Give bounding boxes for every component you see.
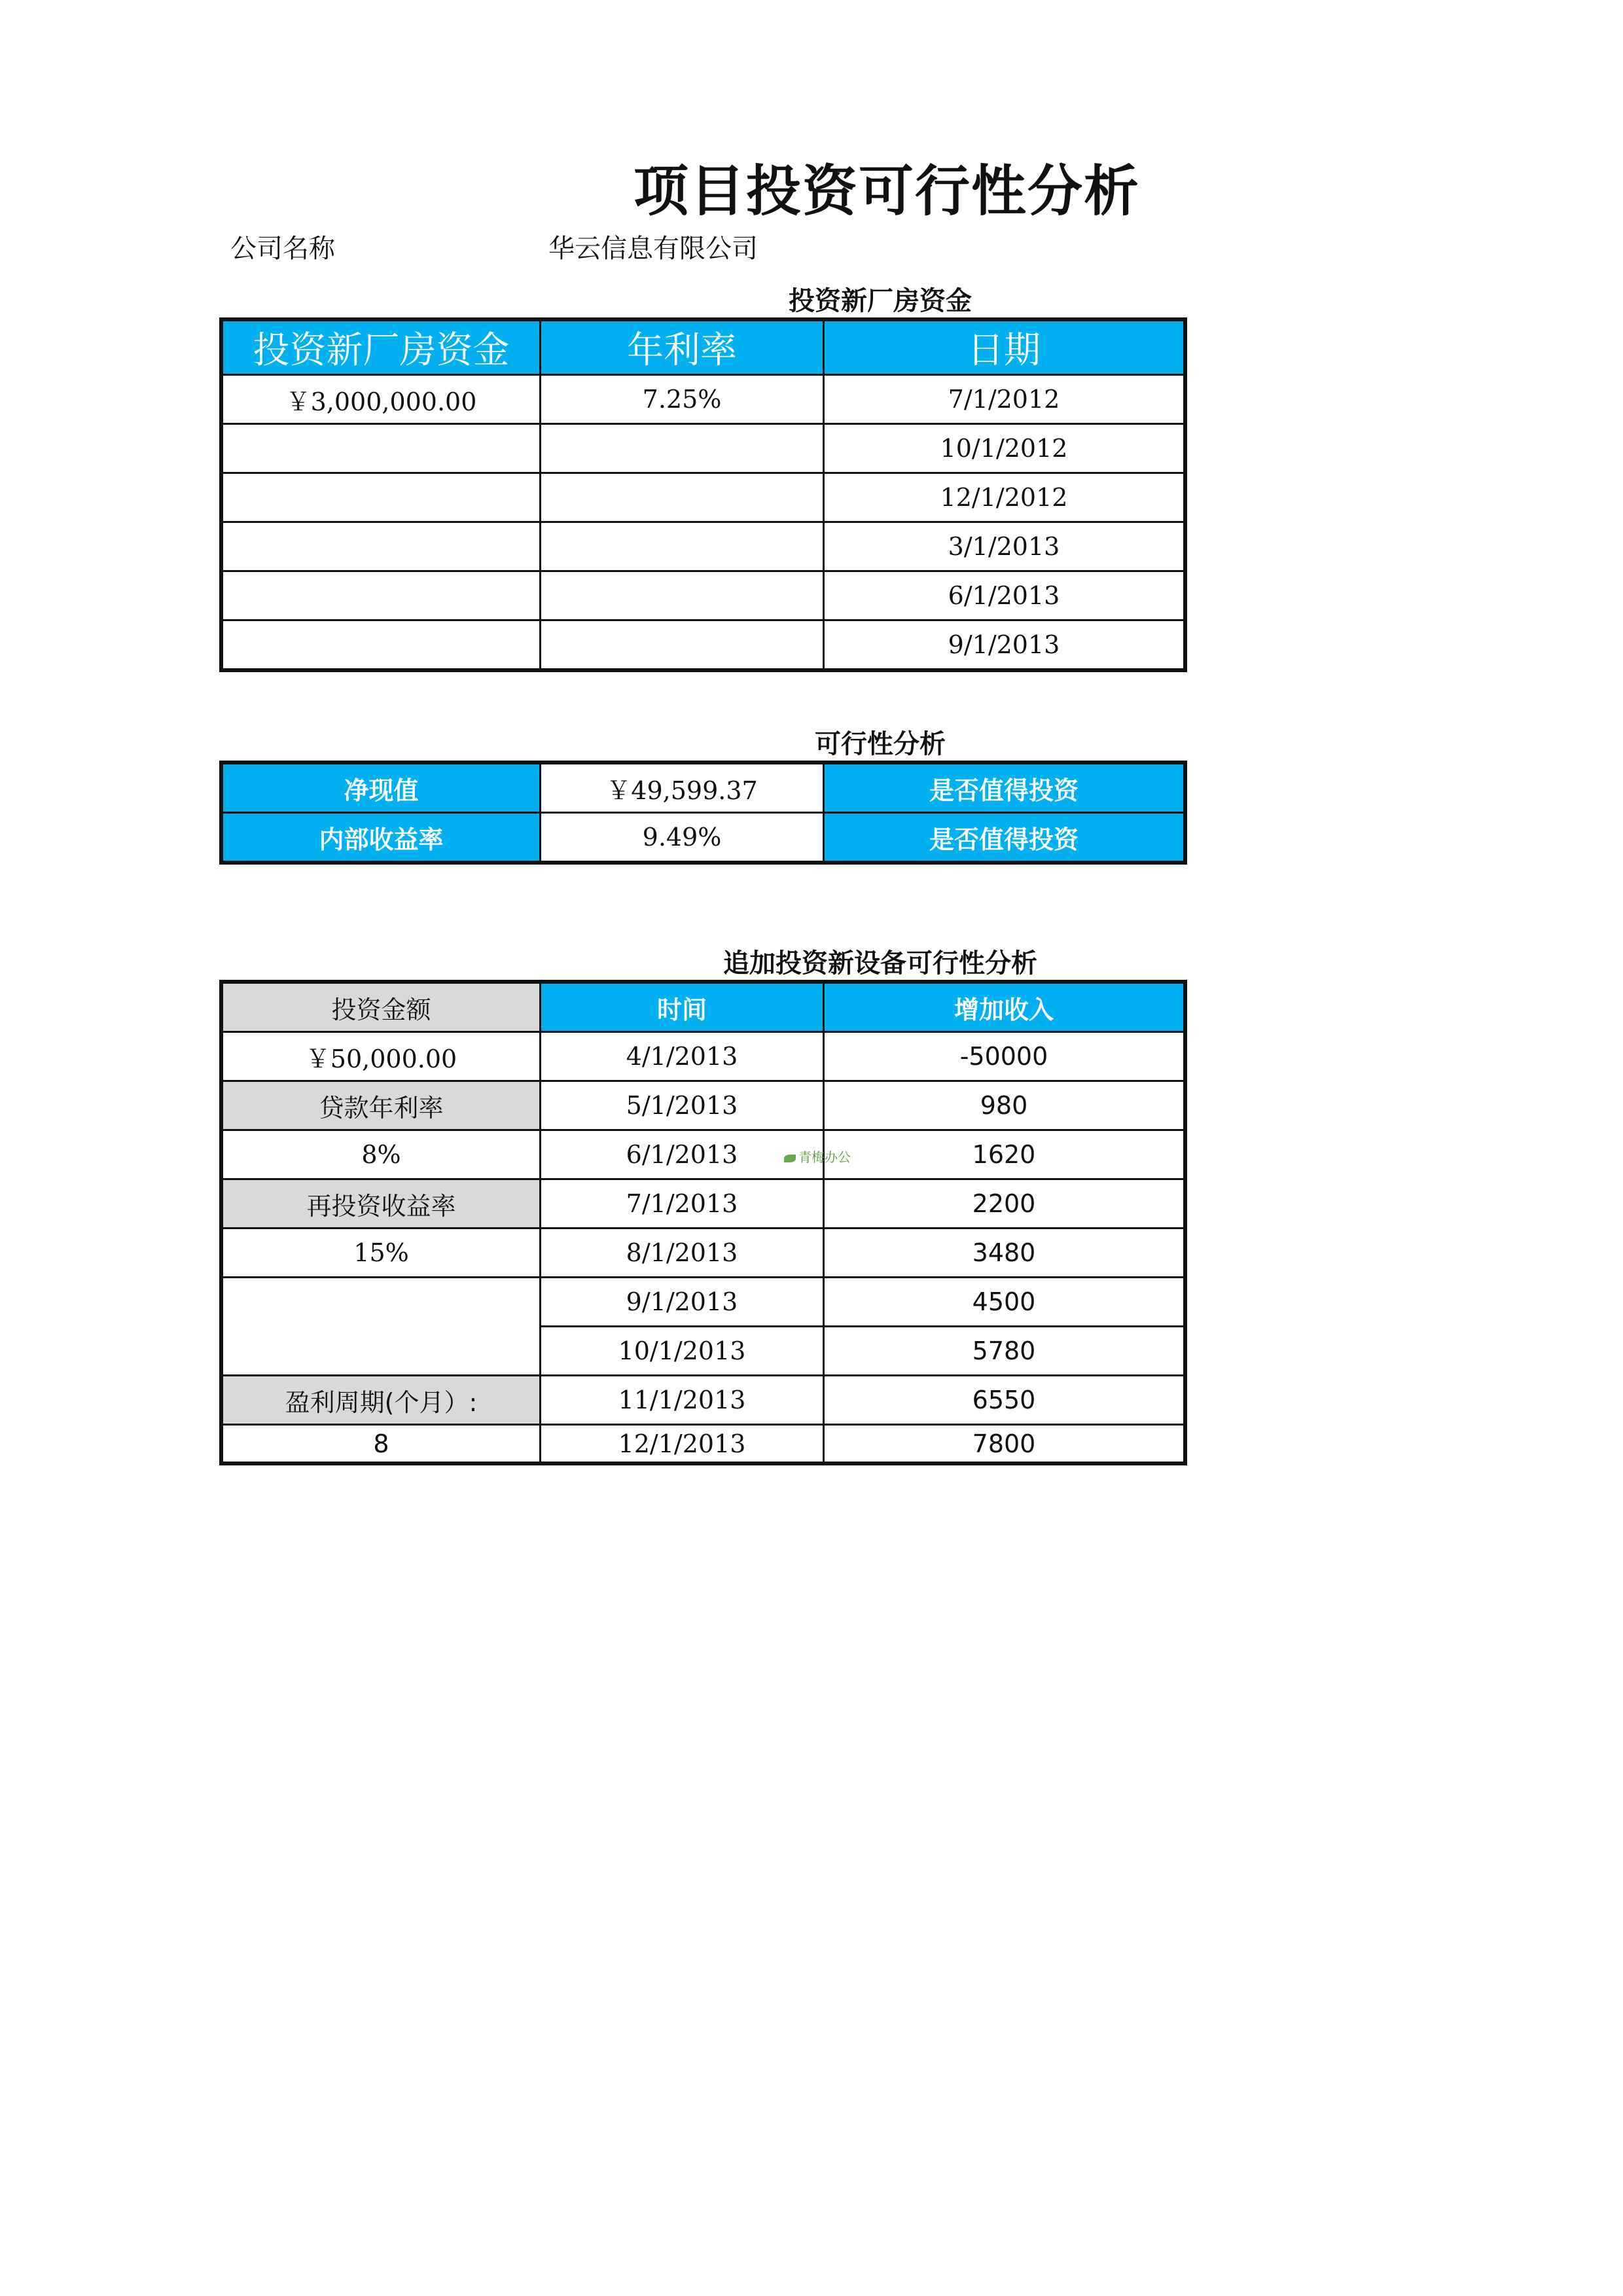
date-cell: 6/1/2013 (541, 1130, 824, 1179)
table-row (223, 1032, 1185, 1081)
date-cell: 3/1/2013 (824, 522, 1185, 571)
empty-cell (223, 620, 541, 670)
section1-title: 投资新厂房资金 (789, 286, 972, 316)
income-cell: 980 (824, 1081, 1185, 1130)
table-row (223, 1425, 1185, 1463)
empty-cell (223, 522, 541, 571)
date-cell: 4/1/2013 (541, 1032, 824, 1081)
income-cell: 3480 (824, 1229, 1185, 1278)
table-row (223, 764, 1185, 813)
empty-cell (541, 473, 824, 522)
date-cell: 11/1/2013 (541, 1376, 824, 1425)
date-cell: 12/1/2012 (824, 473, 1185, 522)
company-label: 公司名称 (230, 234, 335, 264)
company-value: 华云信息有限公司 (548, 234, 758, 264)
page-title: 项目投资可行性分析 (633, 159, 1140, 223)
loan-rate-label: 贷款年利率 (223, 1081, 541, 1130)
empty-cell (223, 473, 541, 522)
table-row (223, 1278, 1185, 1327)
date-cell: 8/1/2013 (541, 1229, 824, 1278)
feasibility-table (221, 762, 1185, 863)
header-income: 增加收入 (824, 983, 1185, 1032)
section2-title: 可行性分析 (815, 729, 946, 759)
empty-cell (541, 522, 824, 571)
date-cell: 5/1/2013 (541, 1081, 824, 1130)
reinvest-rate-label: 再投资收益率 (223, 1179, 541, 1229)
date-cell: 10/1/2012 (824, 424, 1185, 473)
table-row (223, 424, 1185, 473)
irr-value: 9.49% (541, 813, 824, 862)
loan-rate-value: 8% (223, 1130, 541, 1179)
date-cell: 12/1/2013 (541, 1425, 824, 1463)
empty-cell (541, 571, 824, 620)
table-row (223, 1376, 1185, 1425)
header-invest-amount: 投资金额 (223, 983, 541, 1032)
empty-cell (223, 424, 541, 473)
table-row (223, 1229, 1185, 1278)
date-cell: 7/1/2012 (824, 375, 1185, 424)
table-row (223, 1081, 1185, 1130)
empty-cell (541, 620, 824, 670)
table-row (223, 1179, 1185, 1229)
date-cell: 9/1/2013 (541, 1278, 824, 1327)
header-time: 时间 (541, 983, 824, 1032)
income-cell: -50000 (824, 1032, 1185, 1081)
header-date: 日期 (824, 321, 1185, 375)
leaf-icon (784, 1155, 796, 1162)
irr-label: 内部收益率 (223, 813, 541, 862)
income-cell: 2200 (824, 1179, 1185, 1229)
watermark (784, 1147, 851, 1166)
section3-title: 追加投资新设备可行性分析 (723, 948, 1037, 978)
header-investment: 投资新厂房资金 (223, 321, 541, 375)
table-row (223, 620, 1185, 670)
npv-value: ￥49,599.37 (541, 764, 824, 813)
date-cell: 9/1/2013 (824, 620, 1185, 670)
income-cell: 7800 (824, 1425, 1185, 1463)
investment-amount: ￥3,000,000.00 (223, 375, 541, 424)
annual-rate: 7.25% (541, 375, 824, 424)
empty-merged-cell (223, 1278, 541, 1376)
table-row (223, 375, 1185, 424)
income-cell: 4500 (824, 1278, 1185, 1327)
empty-cell (541, 424, 824, 473)
reinvest-rate-value: 15% (223, 1229, 541, 1278)
payback-period-value: 8 (223, 1425, 541, 1463)
payback-period-label: 盈利周期(个月）: (223, 1376, 541, 1425)
header-rate: 年利率 (541, 321, 824, 375)
npv-label: 净现值 (223, 764, 541, 813)
npv-verdict: 是否值得投资 (824, 764, 1185, 813)
date-cell: 10/1/2013 (541, 1327, 824, 1376)
table-row (223, 813, 1185, 862)
table-row (223, 571, 1185, 620)
irr-verdict: 是否值得投资 (824, 813, 1185, 862)
table-row (223, 983, 1185, 1032)
equipment-table (221, 982, 1185, 1463)
investment-table (221, 319, 1185, 670)
empty-cell (223, 571, 541, 620)
income-cell: 5780 (824, 1327, 1185, 1376)
income-cell: 6550 (824, 1376, 1185, 1425)
watermark-text: 青梅办公 (798, 1149, 851, 1165)
table-row (223, 522, 1185, 571)
income-cell: 1620 (824, 1130, 1185, 1179)
date-cell: 6/1/2013 (824, 571, 1185, 620)
date-cell: 7/1/2013 (541, 1179, 824, 1229)
invest-amount-value: ￥50,000.00 (223, 1032, 541, 1081)
table-row (223, 1130, 1185, 1179)
table-row (223, 473, 1185, 522)
